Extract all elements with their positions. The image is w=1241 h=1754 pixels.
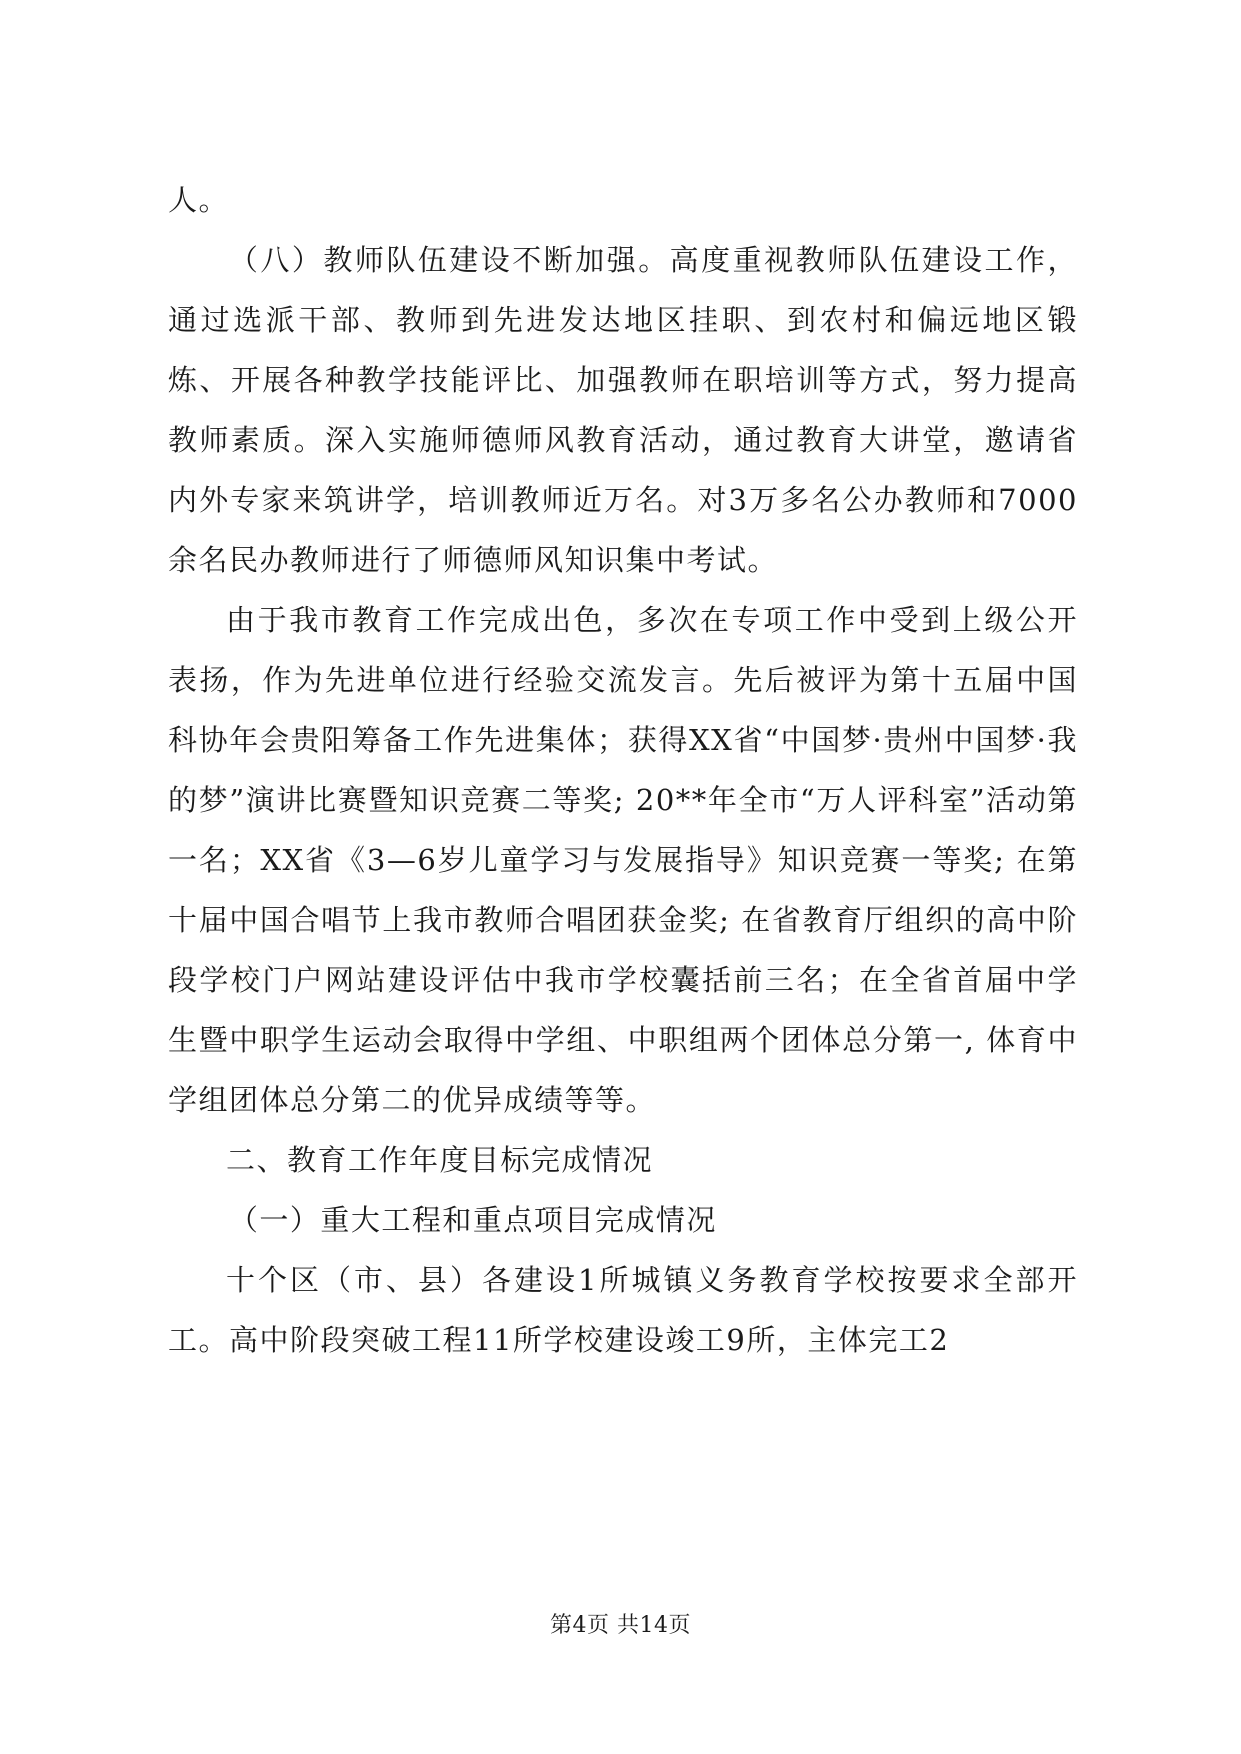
- page-footer: 第4页 共14页: [550, 1613, 691, 1638]
- paragraph-teacher-team: （八）教师队伍建设不断加强。高度重视教师队伍建设工作，通过选派干部、教师到先进发达地区挂职、到农村和偏远地区锻炼、开展各种教学技能评比、加强教师在职培训等方式，努力提高教师素质。深入实施师德师风教育活动，通过教育大讲堂，邀请省内外专家来筑讲学，培训教师近万名。对3万多名公办教师和7000余名民办教师进行了师德师风知识集中考试。: [168, 243, 1078, 577]
- paragraph-honors: 由于我市教育工作完成出色，多次在专项工作中受到上级公开表扬，作为先进单位进行经验交流发言。先后被评为第十五届中国科协年会贵阳筹备工作先进集体；获得XX省“中国梦·贵州中国梦·我的梦”演讲比赛暨知识竞赛二等奖; 20**年全市“万人评科室”活动第一名；XX省《3—6岁儿童学习与发展指导》知识竞赛一等奖; 在第十届中国合唱节上我市教师合唱团获金奖; 在省教育厅组织的高中阶段学校门户网站建设评估中我市学校囊括前三名；在全省首届中学生暨中职学生运动会取得中学组、中职组两个团体总分第一, 体育中学组团体总分第二的优异成绩等等。: [168, 603, 1078, 1117]
- document-body: [168, 170, 1078, 1370]
- subsection-heading: （一）重大工程和重点项目完成情况: [228, 1203, 717, 1237]
- paragraph-continuation: 人。: [168, 183, 230, 217]
- paragraph-projects: 十个区（市、县）各建设1所城镇义务教育学校按要求全部开工。高中阶段突破工程11所学校建设竣工9所，主体完工2: [168, 1263, 1078, 1357]
- section-heading: 二、教育工作年度目标完成情况: [226, 1143, 654, 1177]
